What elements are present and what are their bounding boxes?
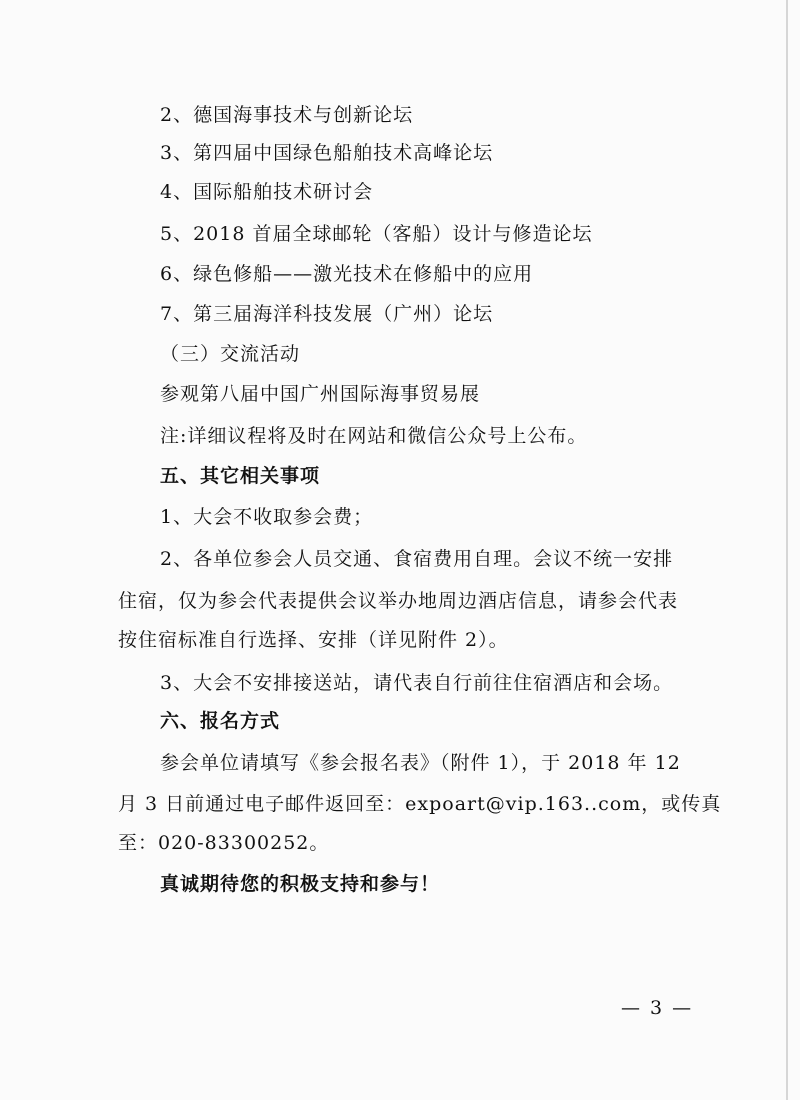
list-item: 5、2018 首届全球邮轮（客船）设计与修造论坛: [160, 223, 593, 245]
agenda-note: 注:详细议程将及时在网站和微信公众号上公布。: [160, 425, 588, 447]
page-edge: [786, 0, 788, 1100]
section-5-heading: 五、其它相关事项: [160, 465, 321, 487]
list-item: 3、第四届中国绿色船舶技术高峰论坛: [160, 142, 494, 164]
registration-line: 参会单位请填写《参会报名表》（附件 1），于 2018 年 12: [160, 752, 681, 774]
registration-line-email: 月 3 日前通过电子邮件返回至：expoart@vip.163..com，或传真: [118, 793, 722, 815]
exchange-text: 参观第八届中国广州国际海事贸易展: [160, 383, 481, 405]
list-item: 6、绿色修船——激光技术在修船中的应用: [160, 263, 534, 285]
section-5-item-2-line: 按住宿标准自行选择、安排（详见附件 2）。: [118, 629, 509, 651]
exchange-heading: （三）交流活动: [160, 343, 301, 365]
list-item: 4、国际船舶技术研讨会: [160, 181, 374, 203]
registration-line-fax: 至：020-83300252。: [118, 832, 330, 854]
section-5-item-3: 3、大会不安排接送站，请代表自行前往住宿酒店和会场。: [160, 672, 674, 694]
list-item: 2、德国海事技术与创新论坛: [160, 104, 414, 126]
page-number: — 3 —: [621, 997, 694, 1019]
list-item: 7、第三届海洋科技发展（广州）论坛: [160, 303, 494, 325]
section-5-item-2-line: 住宿，仅为参会代表提供会议举办地周边酒店信息，请参会代表: [118, 590, 679, 612]
section-5-item-2-line: 2、各单位参会人员交通、食宿费用自理。会议不统一安排: [160, 548, 674, 570]
section-5-item-1: 1、大会不收取参会费；: [160, 506, 374, 528]
section-6-heading: 六、报名方式: [160, 710, 281, 732]
closing-remark: 真诚期待您的积极支持和参与！: [160, 873, 441, 895]
